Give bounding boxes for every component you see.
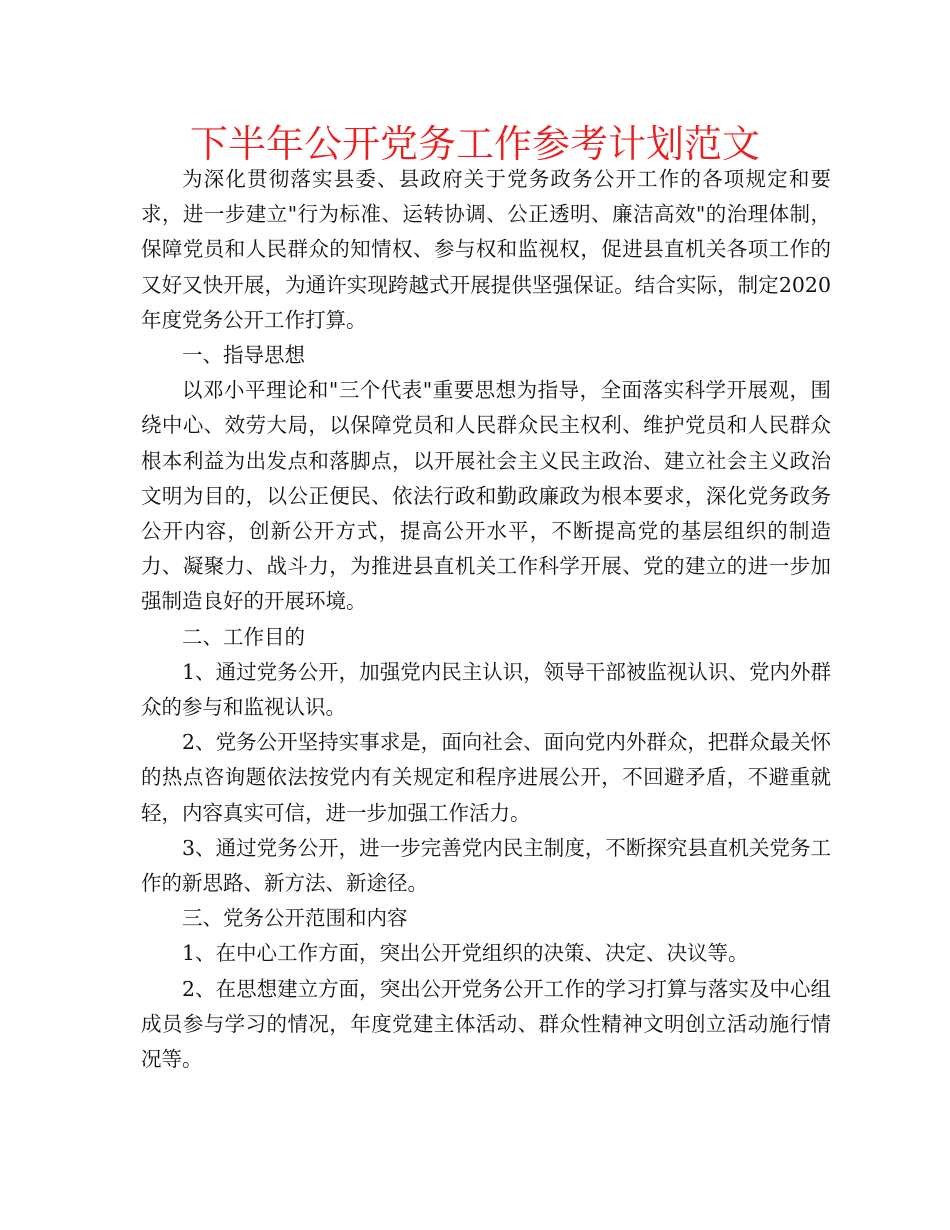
paragraph-goal-2: 2、党务公开坚持实事求是，面向社会、面向党内外群众，把群众最关怀的热点咨询题依法按党内有关规定和程序进展公开，不回避矛盾，不避重就轻，内容真实可信，进一步加强工作活力。 (141, 730, 831, 825)
section-heading-scope-content: 三、党务公开范围和内容 (182, 906, 408, 931)
section-heading-guiding-thought: 一、指导思想 (182, 343, 305, 368)
paragraph-goal-3: 3、通过党务公开，进一步完善党内民主制度，不断探究县直机关党务工作的新思路、新方法、新途径。 (141, 835, 831, 896)
paragraph-scope-1: 1、在中心工作方面，突出公开党组织的决策、决定、决议等。 (182, 941, 749, 966)
paragraph-intro: 为深化贯彻落实县委、县政府关于党务政务公开工作的各项规定和要求，进一步建立"行为标准、运转协调、公正透明、廉洁高效"的治理体制，保障党员和人民群众的知情权、参与权和监视权，促进县直机关各项工作的又好又快开展，为通许实现跨越式开展提供坚强保证。结合实际，制定2020年度党务公开工作打算。 (141, 167, 831, 332)
paragraph-goal-1: 1、通过党务公开，加强党内民主认识，领导干部被监视认识、党内外群众的参与和监视认识。 (141, 659, 831, 720)
section-heading-work-goals: 二、工作目的 (182, 624, 305, 649)
document-title: 下半年公开党务工作参考计划范文 (189, 122, 760, 166)
paragraph-guiding-thought: 以邓小平理论和"三个代表"重要思想为指导，全面落实科学开展观，围绕中心、效劳大局，以保障党员和人民群众民主权利、维护党员和人民群众根本利益为出发点和落脚点，以开展社会主义民主政治、建立社会主义政治文明为目的，以公正便民、依法行政和勤政廉政为根本要求，深化党务政务公开内容，创新公开方式，提高公开水平，不断提高党的基层组织的制造力、凝聚力、战斗力，为推进县直机关工作科学开展、党的建立的进一步加强制造良好的开展环境。 (141, 378, 831, 614)
document-body (141, 162, 831, 1077)
paragraph-scope-2: 2、在思想建立方面，突出公开党务公开工作的学习打算与落实及中心组成员参与学习的情况，年度党建主体活动、群众性精神文明创立活动施行情况等。 (141, 976, 831, 1072)
